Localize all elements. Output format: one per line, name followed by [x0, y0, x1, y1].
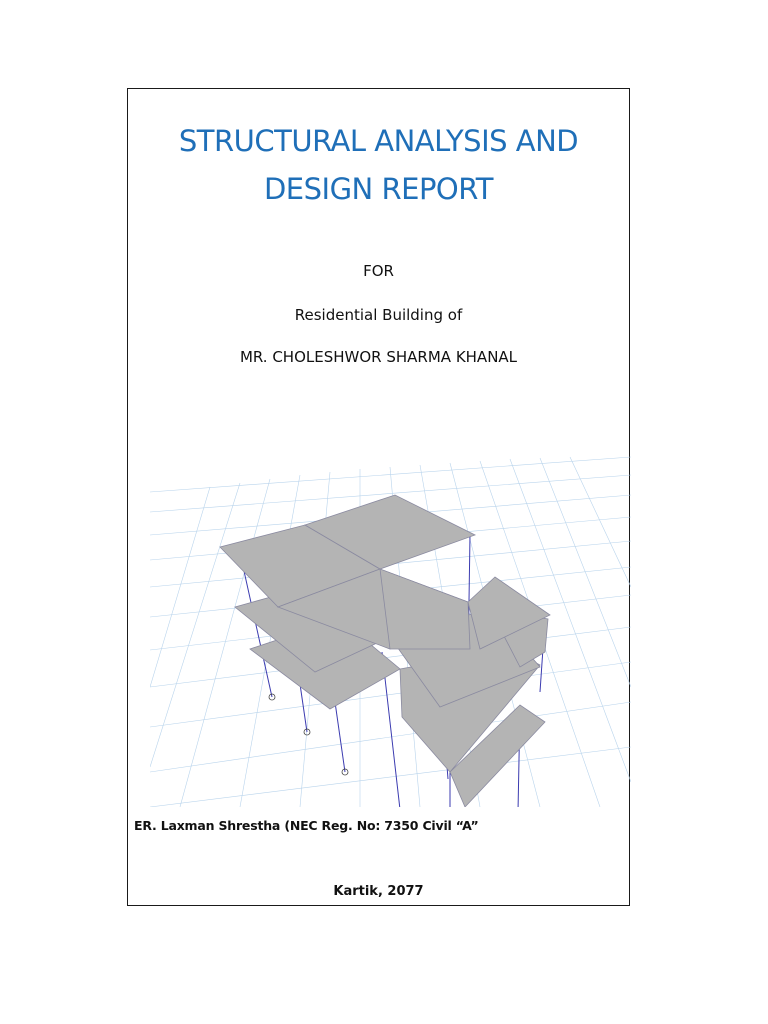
report-title-line-2: DESIGN REPORT [263, 172, 494, 206]
building-description: Residential Building of [294, 306, 463, 324]
report-date: Kartik, 2077 [333, 884, 424, 899]
report-title-line-1: STRUCTURAL ANALYSIS AND [178, 124, 579, 158]
structural-model-3d-view [150, 387, 631, 807]
report-cover-page [127, 88, 630, 906]
owner-name: MR. CHOLESHWOR SHARMA KHANAL [239, 348, 518, 366]
for-label: FOR [363, 262, 394, 280]
engineer-credit: ER. Laxman Shrestha (NEC Reg. No: 7350 Civil “A” [134, 818, 479, 833]
